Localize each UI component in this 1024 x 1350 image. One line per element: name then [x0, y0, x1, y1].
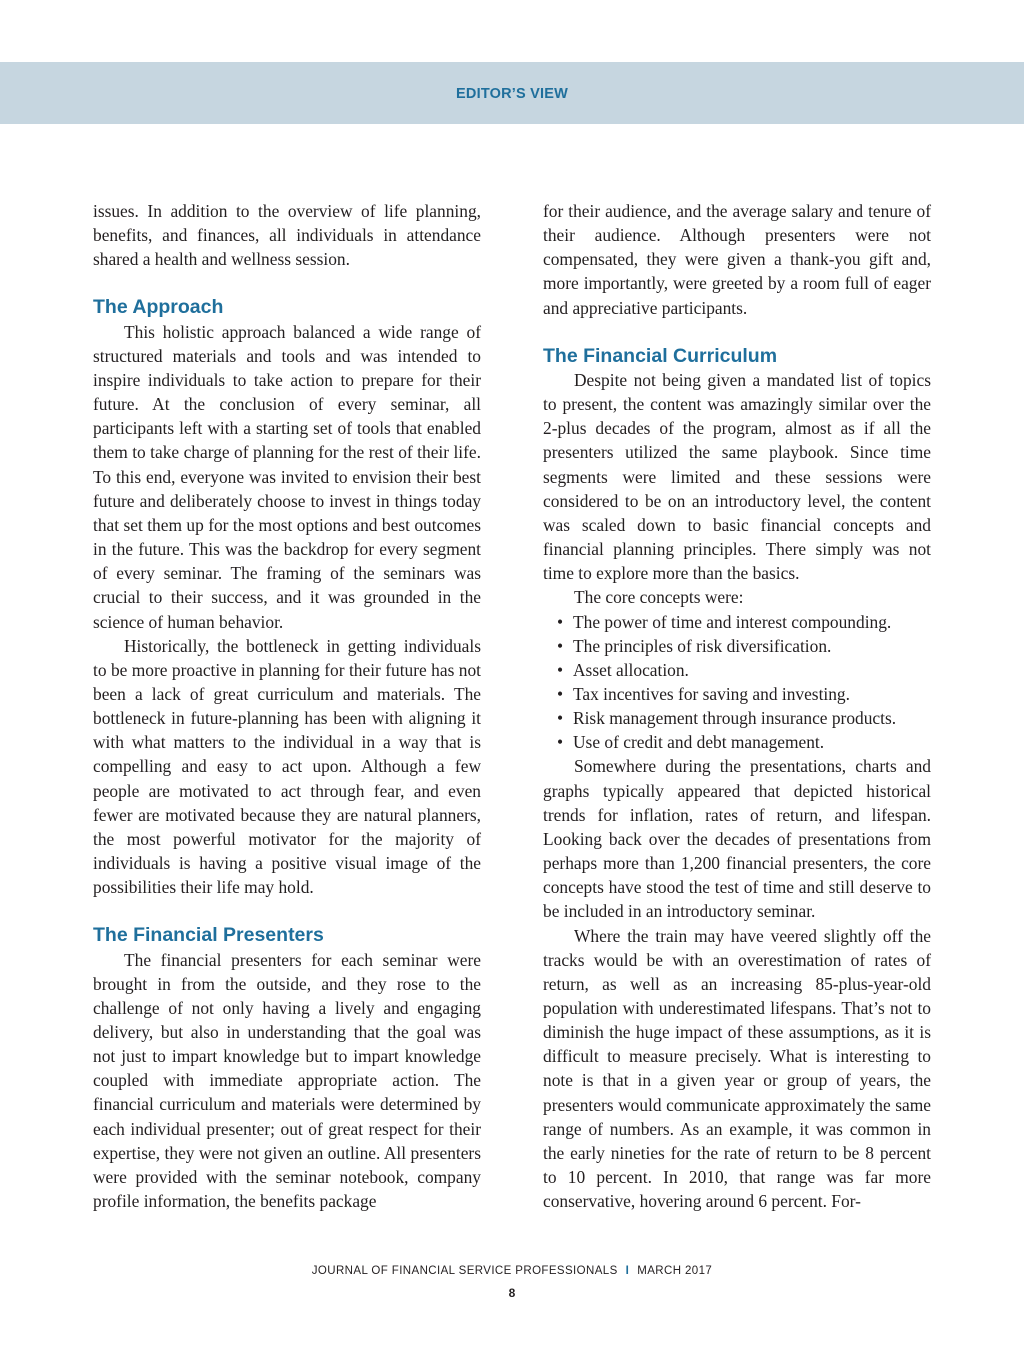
list-item: • Tax incentives for saving and investing. — [543, 682, 931, 706]
continuation-paragraph: for their audience, and the average salary and tenure of their audience. Although presenters were not compensated, they were given a thank-you gift and, more importantly, were greeted by a room full of eager and appreciative participants. — [543, 201, 931, 318]
curriculum-paragraph-2: Somewhere during the presentations, charts and graphs typically appeared that depicted historical trends for inflation, rates of return, and lifespan. Looking back over the decades of presentations from perhaps more than 1,200 financial presenters, the core concepts have stood the test of time and still deserve to be included in an introductory seminar. — [543, 756, 931, 922]
footer — [0, 1265, 1024, 1277]
curriculum-heading: The Financial Curriculum — [543, 344, 778, 367]
core-concepts-intro: The core concepts were: — [574, 587, 744, 608]
right-column — [543, 199, 931, 1213]
presenters-paragraph-1: The financial presenters for each seminar were brought in from the outside, and they rose to the challenge of not only having a lively and engaging delivery, but also in understanding that the goal was not just to impart knowledge but to impart knowledge coupled with immediate appropriate action. The financial curriculum and materials were determined by each individual presenter; out of great respect for their expertise, they were not given an outline. All presenters were provided with the seminar notebook, company profile information, the benefits package — [93, 949, 481, 1212]
approach-heading: The Approach — [93, 296, 224, 319]
list-item: • Use of credit and debt management. — [543, 730, 931, 754]
curriculum-paragraph-1: Despite not being given a mandated list of topics to present, the content was amazingly similar over the 2-plus decades of the program, almost as if all the presenters utilized the same playbook. Since time segments were limited and these sessions were considered to be on an introductory level, the content was scaled down to basic financial concepts and financial planning principles. There simply was not time to explore more than the basics. — [543, 369, 931, 584]
section-label: EDITOR’S VIEW — [456, 86, 568, 102]
left-column — [93, 199, 481, 1213]
list-item: • Asset allocation. — [543, 658, 931, 682]
list-item: • The principles of risk diversification. — [543, 634, 931, 658]
journal-name: JOURNAL OF FINANCIAL SERVICE PROFESSIONALS — [311, 1265, 618, 1277]
footer-separator: I — [625, 1265, 630, 1277]
approach-paragraph-1: This holistic approach balanced a wide range of structured materials and tools and was intended to inspire individuals to take action to prepare for their future. At the conclusion of every seminar, all participants left with a starting set of tools that enabled them to take charge of planning for the rest of their life. To this end, everyone was invited to envision their best future and deliberately choose to invest in things today that set them up for the most options and best outcomes in the future. This was the backdrop for every segment of every seminar. The framing of the seminars was crucial to their success, and it was grounded in the science of human behavior. — [93, 321, 481, 632]
list-item: • The power of time and interest compounding. — [543, 610, 931, 634]
list-item: • Risk management through insurance products. — [543, 706, 931, 730]
presenters-heading: The Financial Presenters — [93, 924, 324, 947]
page-number: 8 — [508, 1286, 516, 1300]
core-concepts-list — [543, 610, 931, 755]
curriculum-paragraph-3: Where the train may have veered slightly off the tracks would be with an overestimation of rates of return, as well as an increasing 85-plus-year-old population with underestimated lifespans. That’s not to diminish the huge impact of these assumptions, as it is difficult to measure precisely. What is interesting to note is that in a given year or group of years, the presenters would communicate approximately the same range of numbers. As an example, it was common in the early nineties for the rate of return to be 8 percent to 10 percent. In 2010, that range was far more conservative, hovering around 6 percent. For- — [543, 925, 931, 1212]
intro-paragraph: issues. In addition to the overview of life planning, benefits, and finances, all individuals in attendance shared a health and wellness session. — [93, 201, 481, 270]
approach-paragraph-2: Historically, the bottleneck in getting individuals to be more proactive in planning for their future has not been a lack of great curriculum and materials. The bottleneck in future-planning has been with aligning it with what matters to the individual in a way that is compelling and easy to act upon. Although a few people are motivated to act through fear, and even fewer are motivated because they are natural planners, the most powerful motivator for the majority of individuals is having a positive visual image of the possibilities their life may hold. — [93, 635, 481, 898]
issue-date: MARCH 2017 — [637, 1265, 713, 1277]
